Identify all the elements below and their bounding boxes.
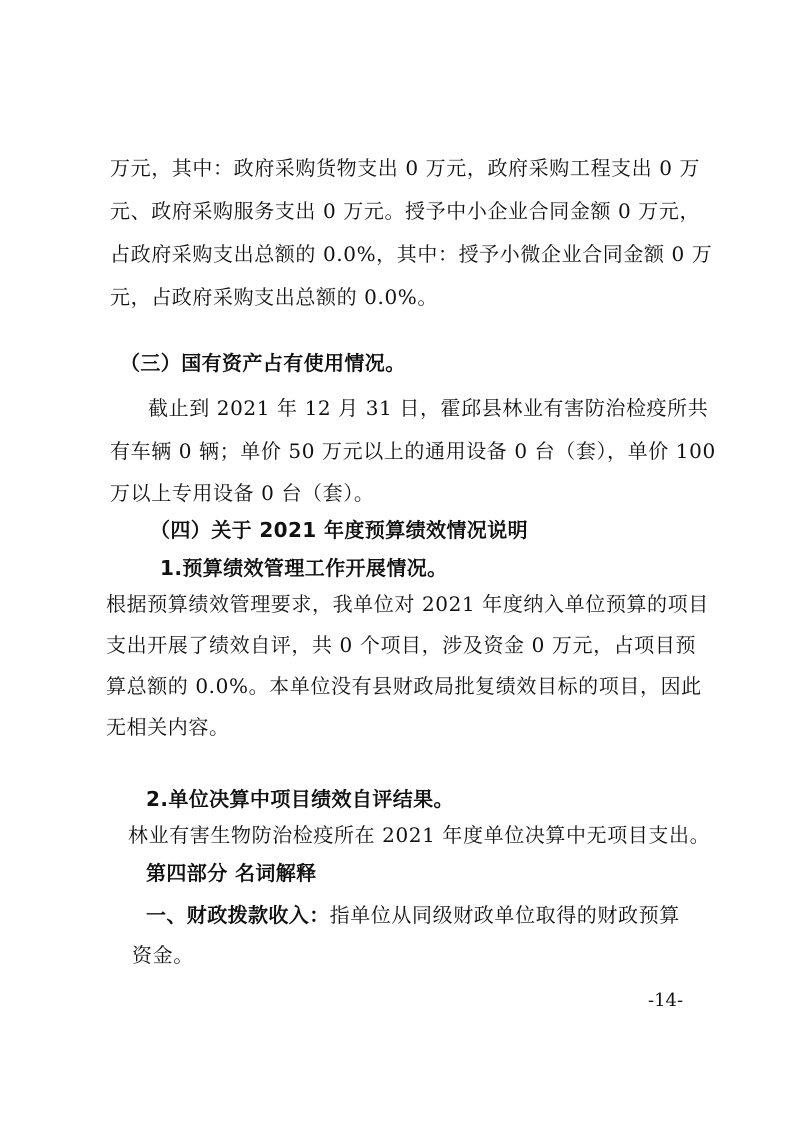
performance-line-3: 算总额的 0.0%。本单位没有县财政局批复绩效目标的项目，因此: [106, 674, 702, 698]
procurement-line-4: 元，占政府采购支出总额的 0.0%。: [110, 285, 438, 309]
glossary-heading: 第四部分 名词解释: [146, 861, 317, 885]
procurement-line-1: 万元，其中：政府采购货物支出 0 万元，政府采购工程支出 0 万: [110, 156, 701, 180]
procurement-line-2: 元、政府采购服务支出 0 万元。授予中小企业合同金额 0 万元，: [110, 199, 701, 223]
performance-heading: （四）关于 2021 年度预算绩效情况说明: [150, 518, 528, 542]
procurement-line-3: 占政府采购支出总额的 0.0%，其中：授予小微企业合同金额 0 万: [110, 242, 713, 266]
performance-line-5: 林业有害生物防治检疫所在 2021 年度单位决算中无项目支出。: [128, 823, 711, 847]
assets-heading: （三）国有资产占有使用情况。: [120, 351, 406, 375]
page-number: -14-: [648, 990, 684, 1011]
glossary-term-1-label: 一、财政拨款收入：: [146, 903, 330, 927]
performance-line-4: 无相关内容。: [106, 715, 230, 739]
assets-line-2: 有车辆 0 辆；单价 50 万元以上的通用设备 0 台（套），单价 100: [110, 439, 716, 463]
performance-line-1: 根据预算绩效管理要求，我单位对 2021 年度纳入单位预算的项目: [106, 592, 709, 616]
glossary-term-1: [146, 903, 680, 927]
glossary-term-1-text: 指单位从同级财政单位取得的财政预算: [329, 903, 680, 927]
assets-line-3: 万以上专用设备 0 台（套）。: [110, 481, 375, 505]
performance-subheading-2: 2.单位决算中项目绩效自评结果。: [146, 787, 454, 811]
performance-subheading-1: 1.预算绩效管理工作开展情况。: [160, 556, 448, 580]
assets-line-1: 截止到 2021 年 12 月 31 日，霍邱县林业有害防治检疫所共: [148, 396, 709, 420]
glossary-term-1-cont: 资金。: [132, 943, 194, 967]
performance-line-2: 支出开展了绩效自评，共 0 个项目，涉及资金 0 万元，占项目预: [106, 633, 697, 657]
